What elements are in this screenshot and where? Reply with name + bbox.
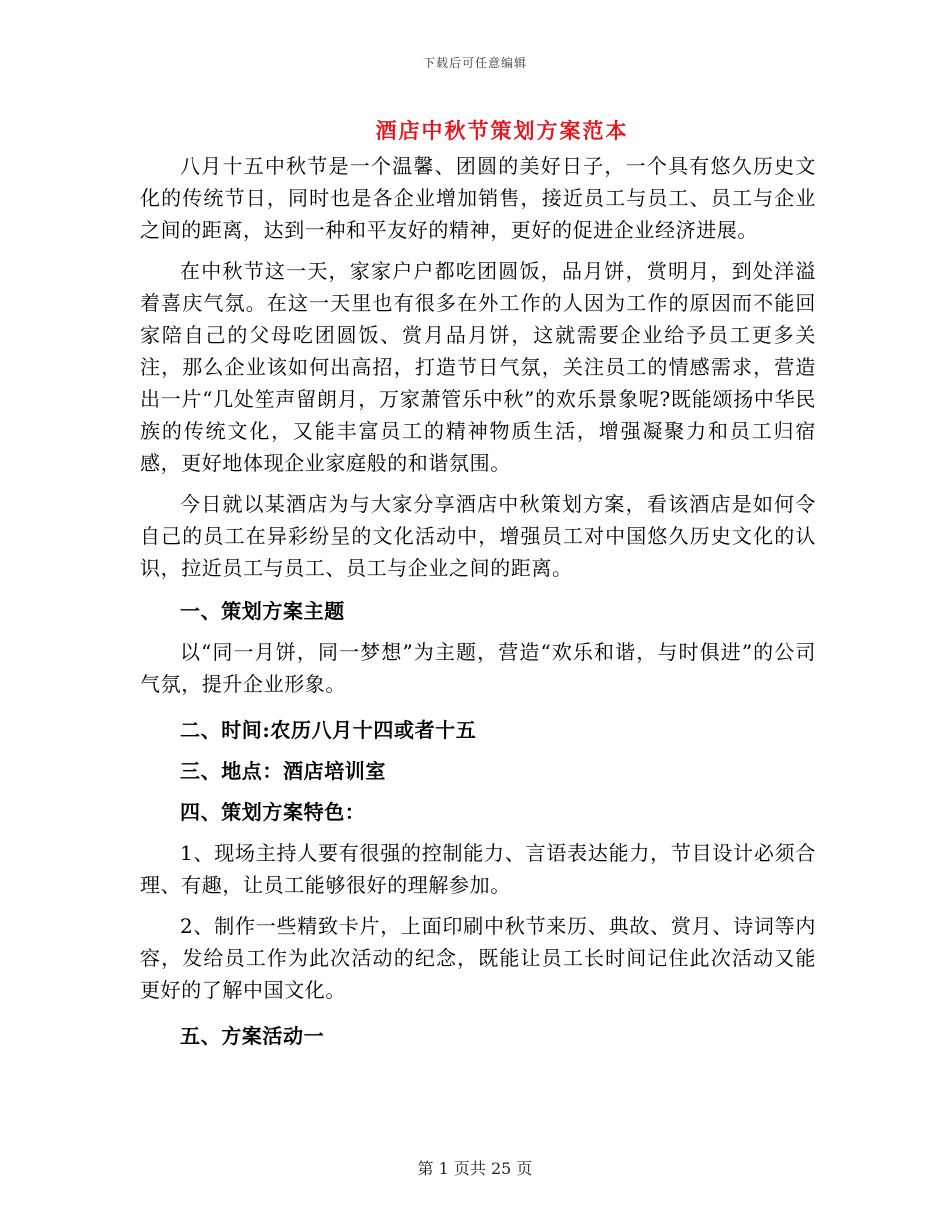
paragraph-intro: 八月十五中秋节是一个温馨、团圆的美好日子，一个具有悠久历史文化的传统节日，同时也是各企业增加销售，接近员工与员工、员工与企业之间的距离，达到一种和平友好的精神，更好的促进企业经济进展。 bbox=[140, 154, 816, 242]
document-title: 酒店中秋节策划方案范本 bbox=[375, 118, 629, 143]
section-heading-time: 二、时间:农历八月十四或者十五 bbox=[180, 718, 477, 742]
section-heading-theme: 一、策划方案主题 bbox=[180, 599, 345, 623]
document-body bbox=[140, 150, 816, 1052]
section-heading-activity-1: 五、方案活动一 bbox=[180, 1024, 325, 1048]
paragraph-feature-1: 1、现场主持人要有很强的控制能力、言语表达能力，节目设计必须合理、有趣，让员工能够很好的理解参加。 bbox=[140, 841, 816, 897]
paragraph-context: 在中秋节这一天，家家户户都吃团圆饭，品月饼，赏明月，到处洋溢着喜庆气氛。在这一天里也有很多在外工作的人因为工作的原因而不能回家陪自己的父母吃团圆饭、赏月品月饼，这就需要企业给予员工更多关注，那么企业该如何出高招，打造节日气氛，关注员工的情感需求，营造出一片“几处笙声留朗月，万家萧管乐中秋”的欢乐景象呢?既能颂扬中华民族的传统文化，又能丰富员工的精神物质生活，增强凝聚力和员工归宿感，更好地体现企业家庭般的和谐氛围。 bbox=[140, 259, 816, 475]
paragraph-share: 今日就以某酒店为与大家分享酒店中秋策划方案，看该酒店是如何令自己的员工在异彩纷呈的文化活动中，增强员工对中国悠久历史文化的认识，拉近员工与员工、员工与企业之间的距离。 bbox=[140, 492, 816, 580]
section-heading-features: 四、策划方案特色： bbox=[180, 800, 366, 824]
page-number: 第 1 页共 25 页 bbox=[417, 1159, 533, 1178]
paragraph-theme: 以“同一月饼，同一梦想”为主题，营造“欢乐和谐，与时俱进”的公司气氛，提升企业形象。 bbox=[140, 640, 816, 696]
header-note: 下载后可任意编辑 bbox=[422, 56, 527, 70]
section-heading-location: 三、地点：酒店培训室 bbox=[180, 759, 386, 783]
paragraph-feature-2: 2、制作一些精致卡片，上面印刷中秋节来历、典故、赏月、诗词等内容，发给员工作为此次活动的纪念，既能让员工长时间记住此次活动又能更好的了解中国文化。 bbox=[140, 914, 816, 1002]
